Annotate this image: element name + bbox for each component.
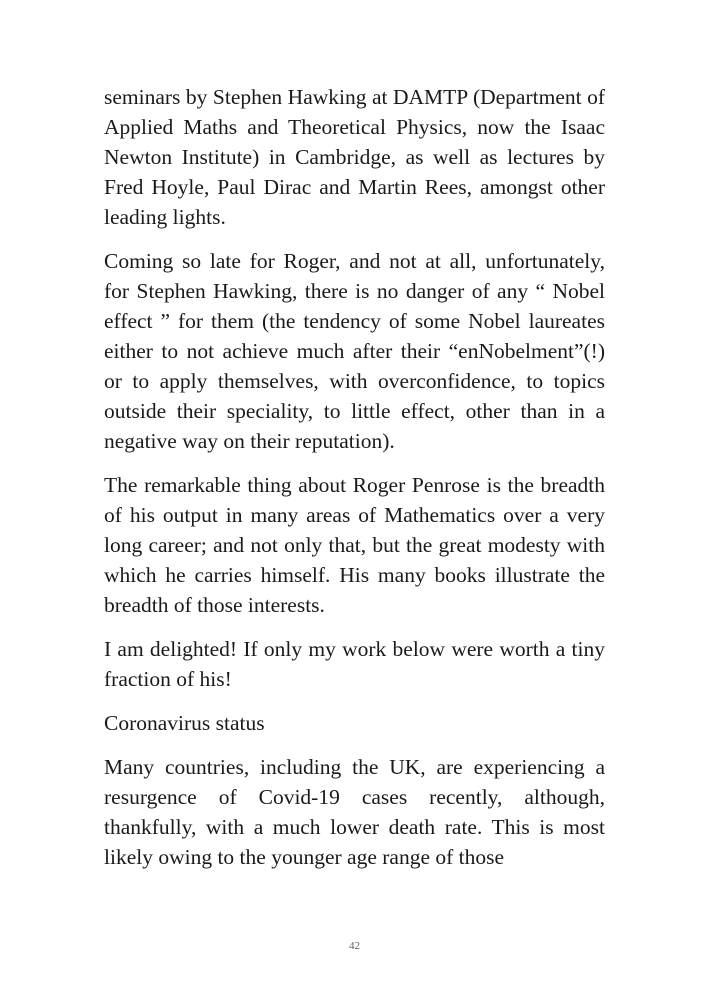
- paragraph-hawking-seminars: seminars by Stephen Hawking at DAMTP (Department of Applied Maths and Theoretical Physics, now the Isaac Newton Institute) in Cambridge, as well as lectures by Fred Hoyle, Paul Dirac and Martin Rees, amongst other leading lights.: [104, 85, 605, 229]
- paragraph-covid-resurgence: Many countries, including the UK, are experiencing a resurgence of Covid-19 cases recently, although, thankfully, with a much lower death rate. This is most likely owing to the younger age range of those: [104, 755, 605, 869]
- paragraph-penrose-breadth: The remarkable thing about Roger Penrose is the breadth of his output in many areas of Mathematics over a very long career; and not only that, but the great modesty with which he carries himself. His many books illustrate the breadth of those interests.: [104, 473, 605, 617]
- paragraph-delighted: I am delighted! If only my work below were worth a tiny fraction of his!: [104, 637, 605, 691]
- page-body: [104, 82, 605, 886]
- paragraph-nobel-effect: Coming so late for Roger, and not at all, unfortunately, for Stephen Hawking, there is no danger of any “ Nobel effect ” for them (the tendency of some Nobel laureates either to not achieve much after their “enNobelment”(!) or to apply themselves, with overconfidence, to topics outside their speciality, to little effect, other than in a negative way on their reputation).: [104, 249, 605, 453]
- section-heading-coronavirus-status: Coronavirus status: [104, 711, 265, 735]
- page-number: 42: [349, 940, 360, 952]
